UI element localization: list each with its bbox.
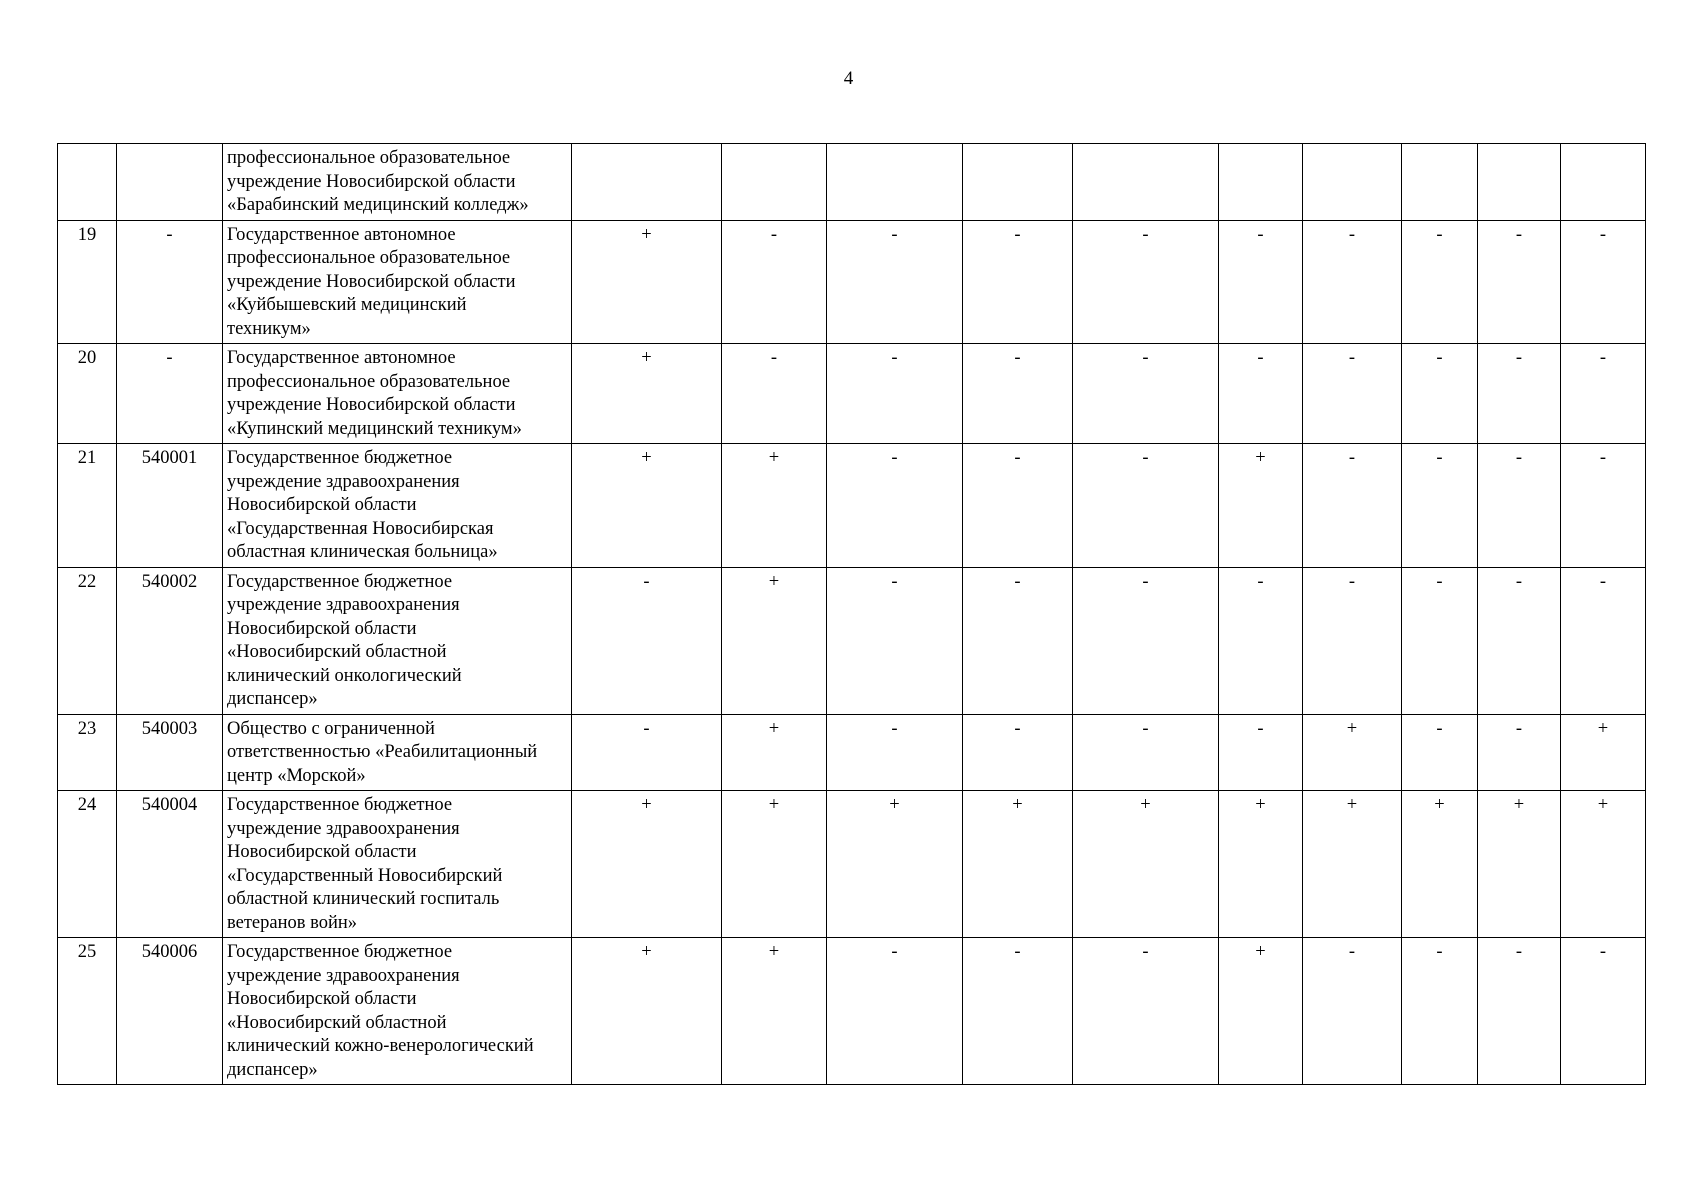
- mark-cell: -: [1478, 567, 1561, 714]
- mark-cell: +: [572, 444, 722, 568]
- mark-cell: -: [1561, 220, 1646, 344]
- mark-cell: +: [722, 791, 827, 938]
- mark-cell: -: [827, 220, 963, 344]
- mark-cell: -: [1478, 714, 1561, 791]
- mark-cell: +: [572, 938, 722, 1085]
- row-number-cell: 21: [58, 444, 117, 568]
- mark-cell: -: [827, 714, 963, 791]
- table-body: [58, 144, 1646, 1085]
- mark-cell: -: [963, 938, 1073, 1085]
- mark-cell: +: [1303, 791, 1402, 938]
- mark-cell: -: [1219, 714, 1303, 791]
- row-number-cell: 20: [58, 344, 117, 444]
- registry-code-cell: 540002: [117, 567, 223, 714]
- mark-cell: -: [722, 220, 827, 344]
- mark-cell: -: [1073, 567, 1219, 714]
- mark-cell: +: [722, 938, 827, 1085]
- mark-cell: +: [1561, 791, 1646, 938]
- row-number-cell: 22: [58, 567, 117, 714]
- mark-cell: -: [1478, 938, 1561, 1085]
- mark-cell: -: [1073, 344, 1219, 444]
- mark-cell: -: [1219, 344, 1303, 444]
- registry-code-cell: 540004: [117, 791, 223, 938]
- organization-name-cell: Государственное бюджетное учреждение здравоохранения Новосибирской области «Государственная Новосибирская областная клиническая больница»: [223, 444, 572, 568]
- registry-code-cell: -: [117, 220, 223, 344]
- mark-cell: -: [963, 444, 1073, 568]
- mark-cell: -: [1303, 220, 1402, 344]
- registry-code-cell: 540006: [117, 938, 223, 1085]
- mark-cell: +: [722, 444, 827, 568]
- mark-cell: -: [1402, 714, 1478, 791]
- table-row: [58, 567, 1646, 714]
- row-number-cell: 23: [58, 714, 117, 791]
- mark-cell: +: [1219, 938, 1303, 1085]
- mark-cell: +: [1073, 791, 1219, 938]
- mark-cell: -: [1303, 444, 1402, 568]
- table-row: [58, 791, 1646, 938]
- mark-cell: +: [827, 791, 963, 938]
- mark-cell: +: [572, 220, 722, 344]
- mark-cell: -: [1561, 567, 1646, 714]
- mark-cell: -: [1478, 344, 1561, 444]
- mark-cell: [572, 144, 722, 221]
- organization-name-cell: Государственное автономное профессиональное образовательное учреждение Новосибирской области «Купинский медицинский техникум»: [223, 344, 572, 444]
- mark-cell: +: [572, 344, 722, 444]
- row-number-cell: 19: [58, 220, 117, 344]
- mark-cell: -: [1402, 567, 1478, 714]
- mark-cell: -: [1303, 567, 1402, 714]
- mark-cell: [1402, 144, 1478, 221]
- mark-cell: -: [1303, 938, 1402, 1085]
- mark-cell: [963, 144, 1073, 221]
- mark-cell: -: [827, 938, 963, 1085]
- organization-name-cell: Государственное бюджетное учреждение здравоохранения Новосибирской области «Новосибирский областной клинический кожно-венерологический диспансер»: [223, 938, 572, 1085]
- mark-cell: -: [1073, 714, 1219, 791]
- mark-cell: -: [1561, 344, 1646, 444]
- mark-cell: -: [963, 567, 1073, 714]
- mark-cell: -: [722, 344, 827, 444]
- mark-cell: +: [963, 791, 1073, 938]
- table-row: [58, 344, 1646, 444]
- mark-cell: +: [722, 567, 827, 714]
- mark-cell: [1303, 144, 1402, 221]
- mark-cell: -: [827, 444, 963, 568]
- row-number-cell: 25: [58, 938, 117, 1085]
- mark-cell: +: [1478, 791, 1561, 938]
- mark-cell: +: [1402, 791, 1478, 938]
- mark-cell: [1478, 144, 1561, 221]
- registry-code-cell: 540001: [117, 444, 223, 568]
- mark-cell: -: [1303, 344, 1402, 444]
- mark-cell: -: [963, 714, 1073, 791]
- mark-cell: -: [1478, 444, 1561, 568]
- row-number-cell: [58, 144, 117, 221]
- mark-cell: [722, 144, 827, 221]
- table-row: [58, 444, 1646, 568]
- mark-cell: -: [827, 344, 963, 444]
- organization-name-cell: Общество с ограниченной ответственностью «Реабилитационный центр «Морской»: [223, 714, 572, 791]
- registry-code-cell: 540003: [117, 714, 223, 791]
- row-number-cell: 24: [58, 791, 117, 938]
- mark-cell: -: [1402, 220, 1478, 344]
- mark-cell: -: [1561, 938, 1646, 1085]
- mark-cell: +: [1303, 714, 1402, 791]
- mark-cell: -: [1478, 220, 1561, 344]
- table-row: [58, 220, 1646, 344]
- table-row: [58, 938, 1646, 1085]
- mark-cell: +: [1219, 444, 1303, 568]
- mark-cell: +: [572, 791, 722, 938]
- organizations-table: [57, 143, 1646, 1085]
- organization-name-cell: Государственное бюджетное учреждение здравоохранения Новосибирской области «Государственный Новосибирский областной клинический госпиталь ветеранов войн»: [223, 791, 572, 938]
- organization-name-cell: Государственное бюджетное учреждение здравоохранения Новосибирской области «Новосибирский областной клинический онкологический диспансер»: [223, 567, 572, 714]
- table-row: [58, 144, 1646, 221]
- mark-cell: -: [572, 567, 722, 714]
- registry-code-cell: -: [117, 344, 223, 444]
- mark-cell: -: [572, 714, 722, 791]
- mark-cell: -: [1402, 344, 1478, 444]
- mark-cell: -: [963, 344, 1073, 444]
- mark-cell: -: [1402, 444, 1478, 568]
- mark-cell: +: [722, 714, 827, 791]
- mark-cell: [1073, 144, 1219, 221]
- organization-name-cell: профессиональное образовательное учреждение Новосибирской области «Барабинский медицинский колледж»: [223, 144, 572, 221]
- mark-cell: -: [827, 567, 963, 714]
- registry-code-cell: [117, 144, 223, 221]
- mark-cell: -: [1402, 938, 1478, 1085]
- mark-cell: -: [1561, 444, 1646, 568]
- page-number: 4: [843, 68, 854, 89]
- mark-cell: -: [1219, 567, 1303, 714]
- organization-name-cell: Государственное автономное профессиональное образовательное учреждение Новосибирской области «Куйбышевский медицинский техникум»: [223, 220, 572, 344]
- mark-cell: +: [1561, 714, 1646, 791]
- mark-cell: [1219, 144, 1303, 221]
- mark-cell: [827, 144, 963, 221]
- mark-cell: -: [1073, 938, 1219, 1085]
- table-row: [58, 714, 1646, 791]
- mark-cell: -: [1073, 444, 1219, 568]
- mark-cell: -: [1073, 220, 1219, 344]
- mark-cell: -: [1219, 220, 1303, 344]
- mark-cell: [1561, 144, 1646, 221]
- mark-cell: +: [1219, 791, 1303, 938]
- mark-cell: -: [963, 220, 1073, 344]
